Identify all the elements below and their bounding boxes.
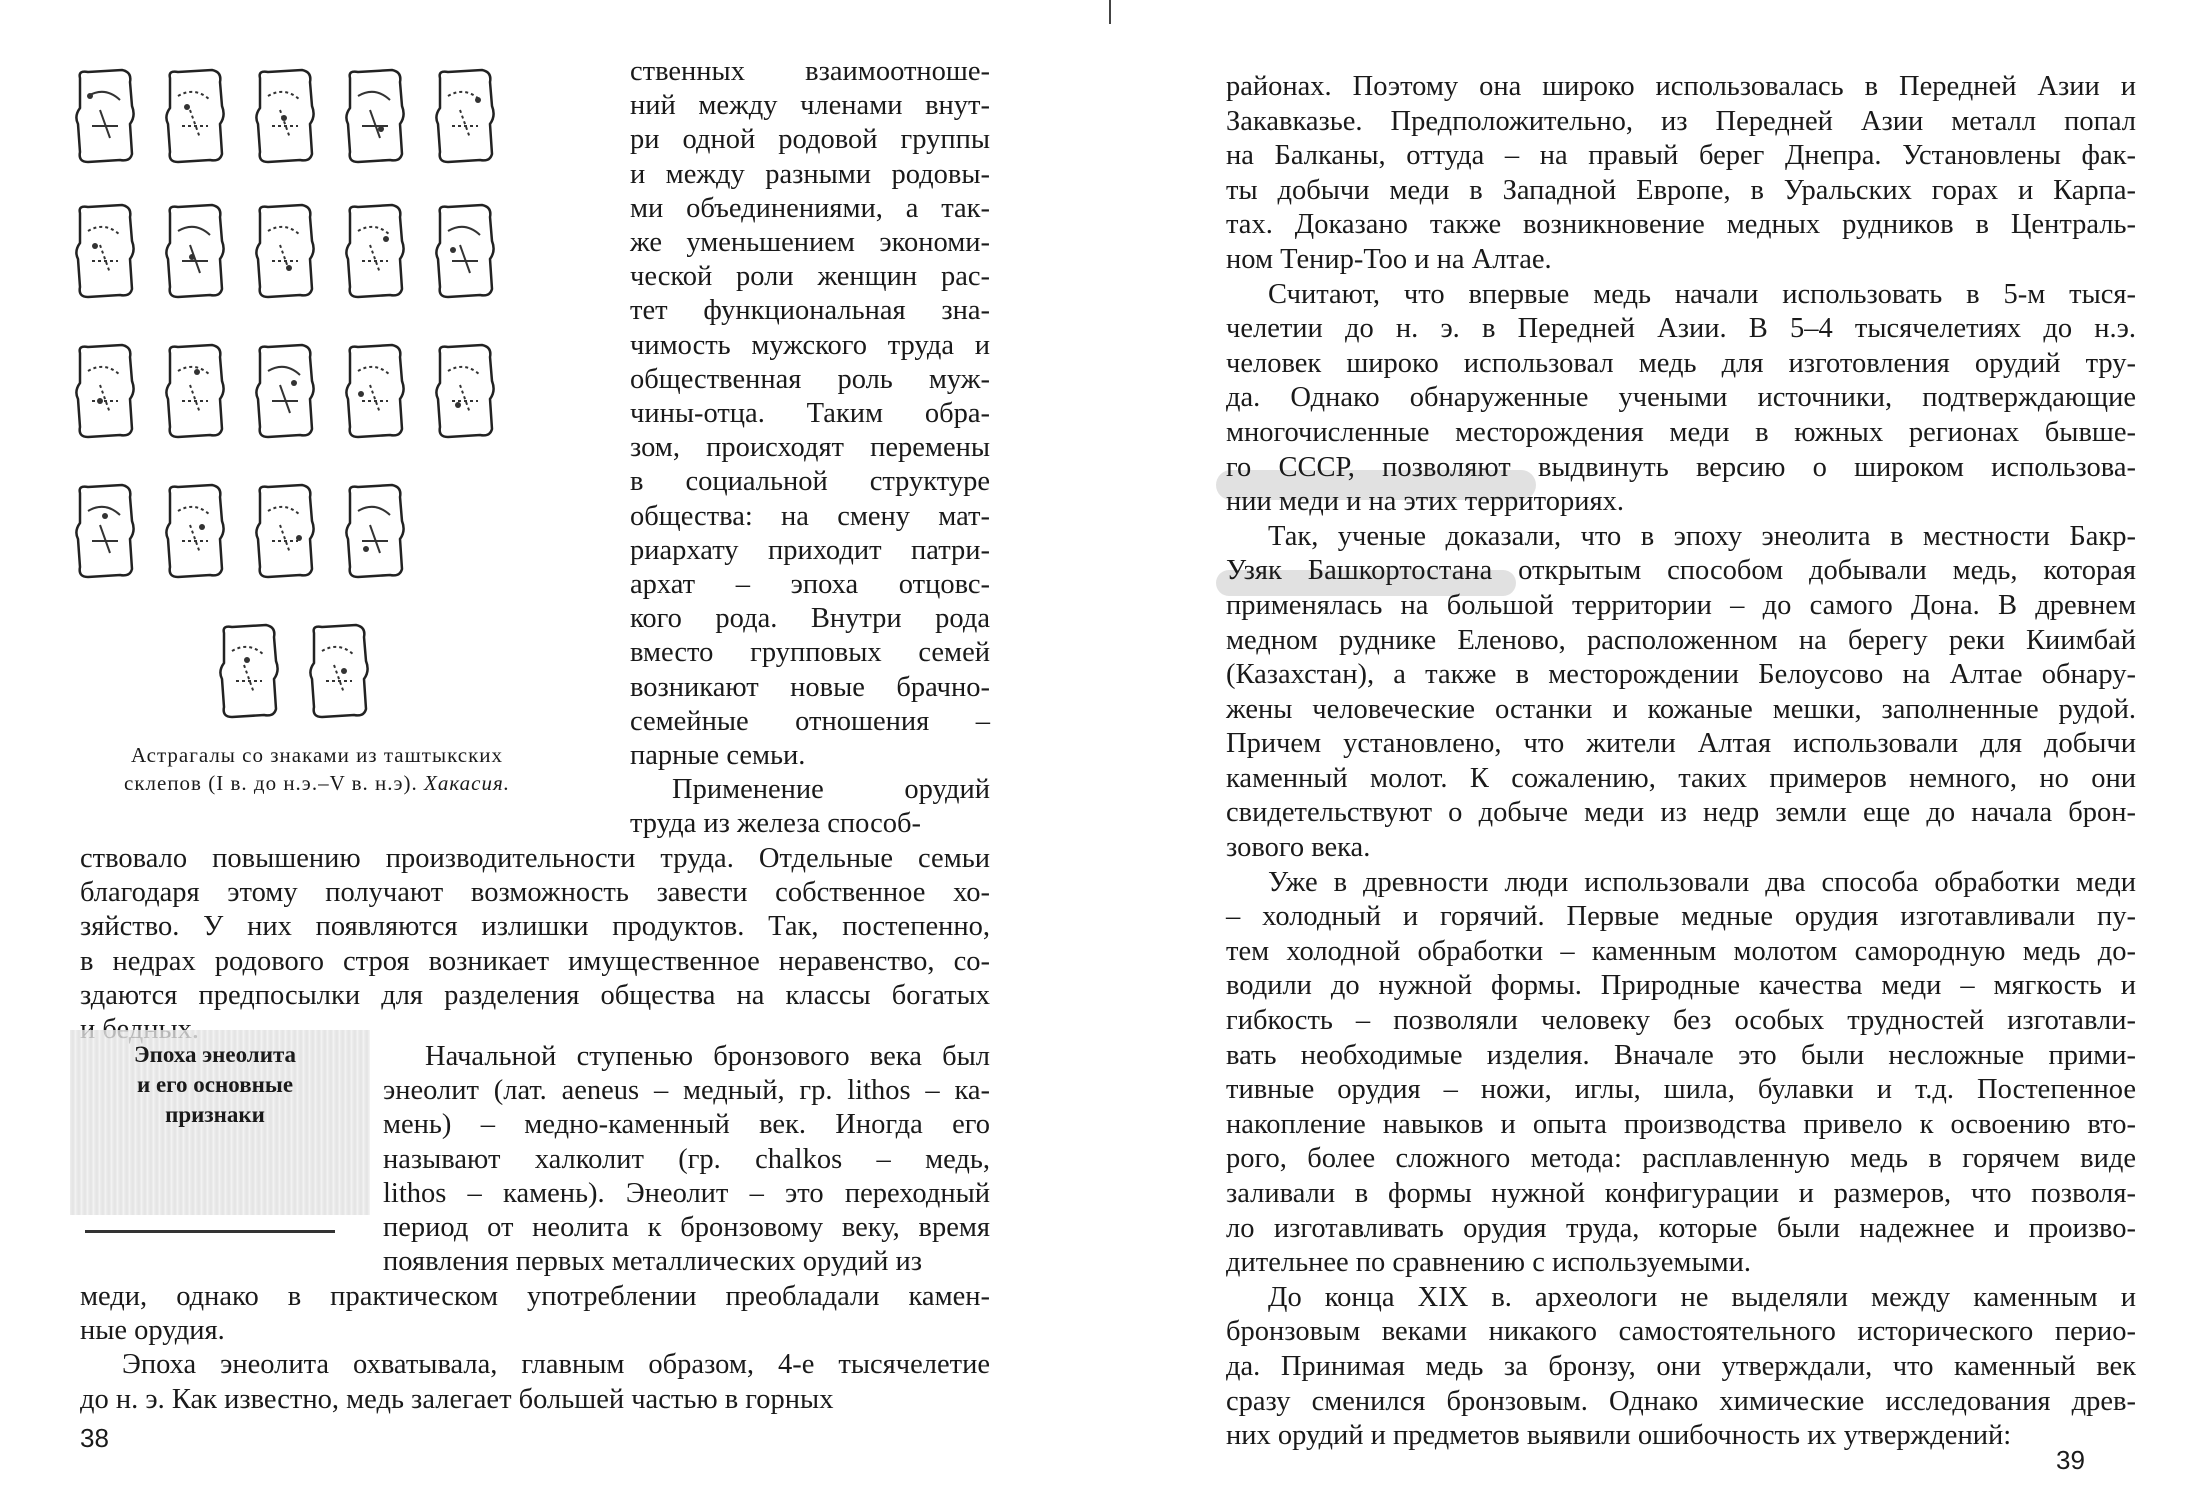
astragal-icon: [250, 66, 320, 166]
astragal-icon: [340, 341, 410, 441]
text-line: да. Принимая медь за бронзу, они утверждали, что каменный век: [1226, 1350, 2136, 1382]
astragal-icon: [340, 66, 410, 166]
astragal-icon: [70, 201, 140, 301]
text-line: парные семьи.: [630, 740, 806, 772]
text-line: называют халколит (гр. chalkos – медь,: [383, 1143, 990, 1175]
astragal-icon: [214, 621, 284, 721]
paragraph-inequality: [80, 842, 990, 1047]
text-line: возникают новые брачно-: [630, 671, 990, 703]
text-line: энеолит (лат. aeneus – медный, гр. lithos – ка-: [383, 1075, 990, 1107]
text-line: тет функциональная зна-: [630, 295, 990, 327]
text-line: ний между членами внут-: [630, 90, 990, 122]
text-line: свидетельствуют о добыче меди из недр земли еще до начала брон-: [1226, 797, 2136, 829]
text-line: (Казахстан), а также в месторождении Белоусово на Алтае обнару-: [1226, 659, 2136, 691]
text-line: го СССР, позволяют выдвинуть версию о широком использова-: [1226, 451, 2136, 483]
text-line: Эпоха энеолита охватывала, главным образом, 4-е тысячелетие: [122, 1349, 990, 1381]
text-line: водили до нужной формы. Природные качества меди – мягкость и: [1226, 970, 2136, 1002]
text-line: вать необходимые изделия. Вначале это были несложные прими-: [1226, 1039, 2136, 1071]
text-line: ственных взаимоотноше-: [630, 56, 990, 87]
astragal-icon: [340, 481, 410, 581]
astragal-icon: [160, 66, 230, 166]
text-line: жены человеческие останки и кожаные мешки, заполненные рудой.: [1226, 693, 2136, 725]
text-line: благодаря этому получают возможность завести собственное хо-: [80, 877, 990, 909]
text-line: кого рода. Внутри рода: [630, 603, 990, 635]
text-line: человек широко использовал медь для изготовления орудий тру-: [1226, 347, 2136, 379]
text-line: До конца XIX в. археологи не выделяли между каменным и: [1268, 1281, 2136, 1313]
text-line: появления первых металлических орудий из: [383, 1246, 923, 1278]
text-line: каменный молот. К сожалению, таких примеров немного, но они: [1226, 762, 2136, 794]
text-line: чимость мужского труда и: [630, 329, 990, 361]
astragal-icon: [304, 621, 374, 721]
text-line: нии меди и на этих территориях.: [1226, 486, 1624, 518]
text-line: риархату приходит патри-: [630, 534, 990, 566]
text-line: Начальной ступенью бронзового века был: [425, 1041, 990, 1072]
text-line: ном Тенир-Тоо и на Алтае.: [1226, 243, 1552, 275]
text-line: вместо групповых семей: [630, 637, 990, 669]
text-line: сразу сменился бронзовым. Однако химические исследования древ-: [1226, 1385, 2136, 1417]
text-line: в недрах родового строя возникает имущественное неравенство, со-: [80, 945, 990, 977]
text-line: ло изготавливать орудия труда, которые были надежнее и произво-: [1226, 1212, 2136, 1244]
text-line: общества: на смену мат-: [630, 500, 990, 532]
caption-location: Хакасия.: [424, 771, 510, 795]
text-line: зяйство. У них появляются излишки продуктов. Так, постепенно,: [80, 911, 990, 943]
text-line: меди, однако в практическом употреблении преобладали камен-: [80, 1281, 990, 1312]
text-line: да. Однако обнаруженные учеными источники, подтверждающие: [1226, 382, 2136, 414]
text-line: lithos – камень). Энеолит – это переходный: [383, 1177, 990, 1209]
text-line: накопление навыков и опыта производства привело к освоению вто-: [1226, 1108, 2136, 1140]
page-number-right: 39: [2056, 1445, 2085, 1475]
astragal-icon: [70, 66, 140, 166]
text-line: ри одной родовой группы: [630, 124, 990, 156]
text-line: медном руднике Еленово, расположенном на берегу реки Киимбай: [1226, 624, 2136, 656]
text-line: труда из железа способ-: [630, 808, 922, 840]
text-line: семейные отношения –: [630, 705, 990, 737]
left-page: [0, 0, 1096, 1505]
text-line: до н. э. Как известно, медь залегает большей частью в горных: [80, 1383, 834, 1415]
side-heading: [85, 1040, 345, 1130]
text-line: заливали в формы нужной конфигурации и размеров, что позволя-: [1226, 1178, 2136, 1209]
text-line: тах. Доказано также возникновение медных рудников в Централь-: [1226, 209, 2136, 241]
text-line: дительнее по сравнению с используемыми.: [1226, 1247, 1752, 1279]
text-line: здаются предпосылки для разделения общества на классы богатых: [80, 979, 990, 1011]
text-line: ные орудия.: [80, 1315, 225, 1347]
text-line: рого, более сложного метода: расплавленную медь в горячем виде: [1226, 1143, 2136, 1175]
side-heading-line: Эпоха энеолита: [133, 1042, 297, 1067]
text-line: в социальной структуре: [630, 466, 990, 498]
text-line: ми объединениями, а так-: [630, 192, 990, 224]
text-line: Закавказье. Предположительно, из Передней Азии металл попал: [1226, 105, 2136, 137]
astragal-icon: [430, 66, 500, 166]
astragal-icon: [160, 341, 230, 441]
right-body-text: [1226, 70, 2136, 1454]
astragal-icon: [250, 341, 320, 441]
text-line: многочисленные месторождения меди в южных регионах бывше-: [1226, 416, 2136, 448]
text-line: зом, происходят перемены: [630, 432, 990, 464]
text-line: применялась на большой территории – до самого Дона. В древнем: [1226, 589, 2136, 621]
astragal-icon: [340, 201, 410, 301]
text-line: и между разными родовы-: [630, 158, 990, 190]
text-line: зового века.: [1226, 832, 1371, 864]
text-line: Так, ученые доказали, что в эпоху энеолита в местности Бакр-: [1268, 520, 2136, 552]
text-line: – холодный и горячий. Первые медные орудия изготавливали пу-: [1226, 901, 2136, 933]
text-line: период от неолита к бронзовому веку, время: [383, 1212, 990, 1244]
caption-line-1: Астрагалы со знаками из таштыкских: [130, 743, 504, 767]
text-line: Узяк Башкортостана открытым способом добывали медь, которая: [1226, 555, 2136, 587]
caption-text: склепов (I в. до н.э.–V в. н.э).: [124, 771, 425, 795]
text-line: на Балканы, оттуда – на правый берег Днепра. Установлены фак-: [1226, 140, 2136, 172]
text-line: чины-отца. Таким обра-: [630, 398, 990, 430]
page-number-left: 38: [80, 1423, 109, 1453]
text-line: бронзовым веками никакого самостоятельного исторического перио-: [1226, 1316, 2136, 1348]
text-line: районах. Поэтому она широко использовалась в Передней Азии и: [1226, 71, 2136, 102]
column-text: [630, 55, 990, 842]
astragal-icon: [70, 481, 140, 581]
text-line: них орудий и предметов выявили ошибочность их утверждений:: [1226, 1420, 2012, 1452]
side-heading-line: и его основные: [136, 1072, 294, 1097]
text-line: Причем установлено, что жители Алтая использовали для добычи: [1226, 728, 2136, 760]
text-line: ческой роли женщин рас-: [630, 261, 990, 293]
astragal-figure: [62, 58, 602, 728]
astragal-icon: [430, 341, 500, 441]
astragal-icon: [250, 481, 320, 581]
text-line: архат – эпоха отцовс-: [630, 569, 990, 601]
text-line: ствовало повышению производительности труда. Отдельные семьи: [80, 843, 990, 874]
side-heading-rule: [85, 1230, 335, 1233]
text-line: мень) – медно-каменный век. Иногда его: [383, 1109, 990, 1141]
astragal-icon: [430, 201, 500, 301]
paragraph-eneolith: [383, 1040, 990, 1279]
astragal-icon: [160, 201, 230, 301]
text-line: Применение орудий: [672, 774, 990, 806]
astragal-icon: [70, 341, 140, 441]
text-line: Уже в древности люди использовали два способа обработки меди: [1268, 866, 2136, 898]
text-line: тивные орудия – ножи, иглы, шила, булавки и т.д. Постепенное: [1226, 1074, 2136, 1106]
text-line: гибкость – позволяли человеку без особых трудностей изготавли-: [1226, 1005, 2136, 1037]
text-line: общественная роль муж-: [630, 363, 990, 395]
figure-caption: [62, 741, 572, 797]
text-line: же уменьшением экономи-: [630, 227, 990, 259]
side-heading-line: признаки: [165, 1102, 265, 1127]
text-line: тем холодной обработки – каменным молотом самородную медь до-: [1226, 935, 2136, 967]
right-page: [1096, 0, 2193, 1505]
text-line: Считают, что впервые медь начали использовать в 5-м тыся-: [1268, 278, 2136, 310]
astragal-icon: [250, 201, 320, 301]
text-line: челетии до н. э. в Передней Азии. В 5–4 тысячелетиях до н.э.: [1226, 313, 2136, 345]
caption-line-2: [62, 769, 572, 797]
paragraph-copper: [80, 1280, 990, 1417]
text-line: ты добычи меди в Западной Европе, в Уральских горах и Карпа-: [1226, 174, 2136, 206]
astragal-icon: [160, 481, 230, 581]
